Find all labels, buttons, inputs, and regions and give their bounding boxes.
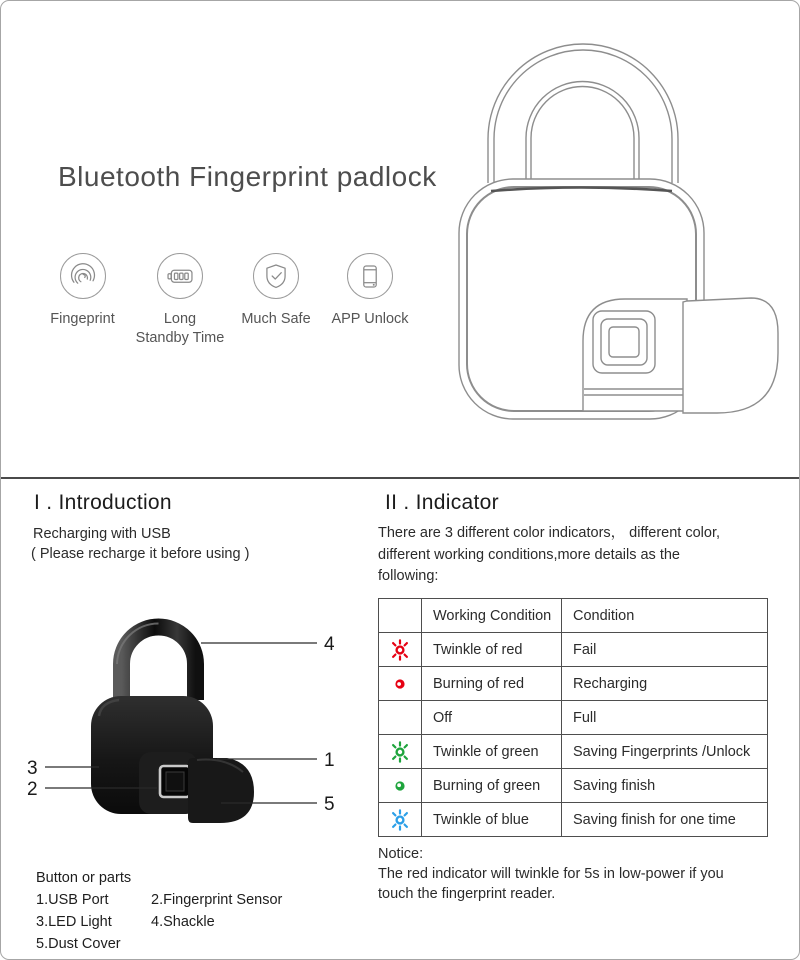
indicator-intro-line1: There are 3 different color indicators， different color, bbox=[378, 525, 721, 541]
table-row: Twinkle of blue Saving finish for one time bbox=[379, 803, 768, 837]
part-led-light: 3.LED Light bbox=[36, 914, 112, 930]
indicator-intro-text bbox=[378, 523, 720, 588]
callout-1-usb-port: 1 bbox=[324, 750, 335, 771]
twinkle-red-icon bbox=[390, 639, 410, 661]
fingerprint-icon bbox=[60, 253, 106, 299]
feature-much-safe bbox=[230, 253, 322, 348]
part-usb-port: 1.USB Port bbox=[36, 892, 109, 908]
notice-line1: The red indicator will twinkle for 5s in low-power if you bbox=[378, 866, 724, 882]
part-fingerprint-sensor: 2.Fingerprint Sensor bbox=[151, 892, 283, 908]
table-row: Twinkle of red Fail bbox=[379, 633, 768, 667]
feature-label: APP Unlock bbox=[331, 311, 409, 327]
header-icon-cell bbox=[379, 599, 422, 633]
page-title: Bluetooth Fingerprint padlock bbox=[58, 161, 437, 192]
burning-green-icon bbox=[390, 775, 410, 797]
twinkle-blue-icon bbox=[390, 809, 410, 831]
padlock-line-drawing bbox=[451, 41, 800, 455]
padlock-photo-figure bbox=[21, 594, 341, 864]
callout-3-led-light: 3 bbox=[27, 758, 38, 779]
header-condition: Condition bbox=[562, 599, 768, 633]
callout-2-fingerprint-sensor: 2 bbox=[27, 779, 38, 800]
introduction-note-line1: Recharging with USB bbox=[33, 526, 171, 542]
feature-fingerprint bbox=[35, 253, 130, 348]
feature-label: Much Safe bbox=[241, 311, 311, 327]
indicator-heading: II . Indicator bbox=[385, 491, 499, 514]
feature-label: Fingeprint bbox=[50, 311, 115, 327]
introduction-note-line2: ( Please recharge it before using ) bbox=[31, 546, 250, 562]
indicator-table bbox=[378, 598, 768, 837]
section-divider bbox=[1, 477, 799, 479]
parts-list-title: Button or parts bbox=[36, 870, 132, 886]
feature-row bbox=[35, 253, 418, 348]
introduction-heading: I . Introduction bbox=[34, 491, 172, 514]
table-row: Burning of green Saving finish bbox=[379, 769, 768, 803]
callout-4-shackle: 4 bbox=[324, 634, 335, 655]
feature-label: Standby Time bbox=[135, 330, 225, 346]
burning-red-icon bbox=[390, 673, 410, 695]
indicator-intro-line3: following: bbox=[378, 568, 439, 584]
table-row: Off Full bbox=[379, 701, 768, 735]
smartphone-icon bbox=[347, 253, 393, 299]
header-working-condition: Working Condition bbox=[422, 599, 562, 633]
battery-icon bbox=[157, 253, 203, 299]
notice-title: Notice: bbox=[378, 846, 424, 862]
callout-5-dust-cover: 5 bbox=[324, 794, 335, 815]
table-header-row bbox=[379, 599, 768, 633]
table-row: Twinkle of green Saving Fingerprints /Unlock bbox=[379, 735, 768, 769]
notice-line2: touch the fingerprint reader. bbox=[378, 886, 556, 902]
twinkle-green-icon bbox=[390, 741, 410, 763]
part-dust-cover: 5.Dust Cover bbox=[36, 936, 121, 952]
feature-label: Long bbox=[163, 311, 197, 327]
feature-app-unlock bbox=[322, 253, 418, 348]
part-shackle: 4.Shackle bbox=[151, 914, 215, 930]
indicator-intro-line2: different working conditions,more details as the bbox=[378, 546, 680, 563]
shield-check-icon bbox=[253, 253, 299, 299]
table-row: Burning of red Recharging bbox=[379, 667, 768, 701]
feature-long-standby bbox=[130, 253, 230, 348]
